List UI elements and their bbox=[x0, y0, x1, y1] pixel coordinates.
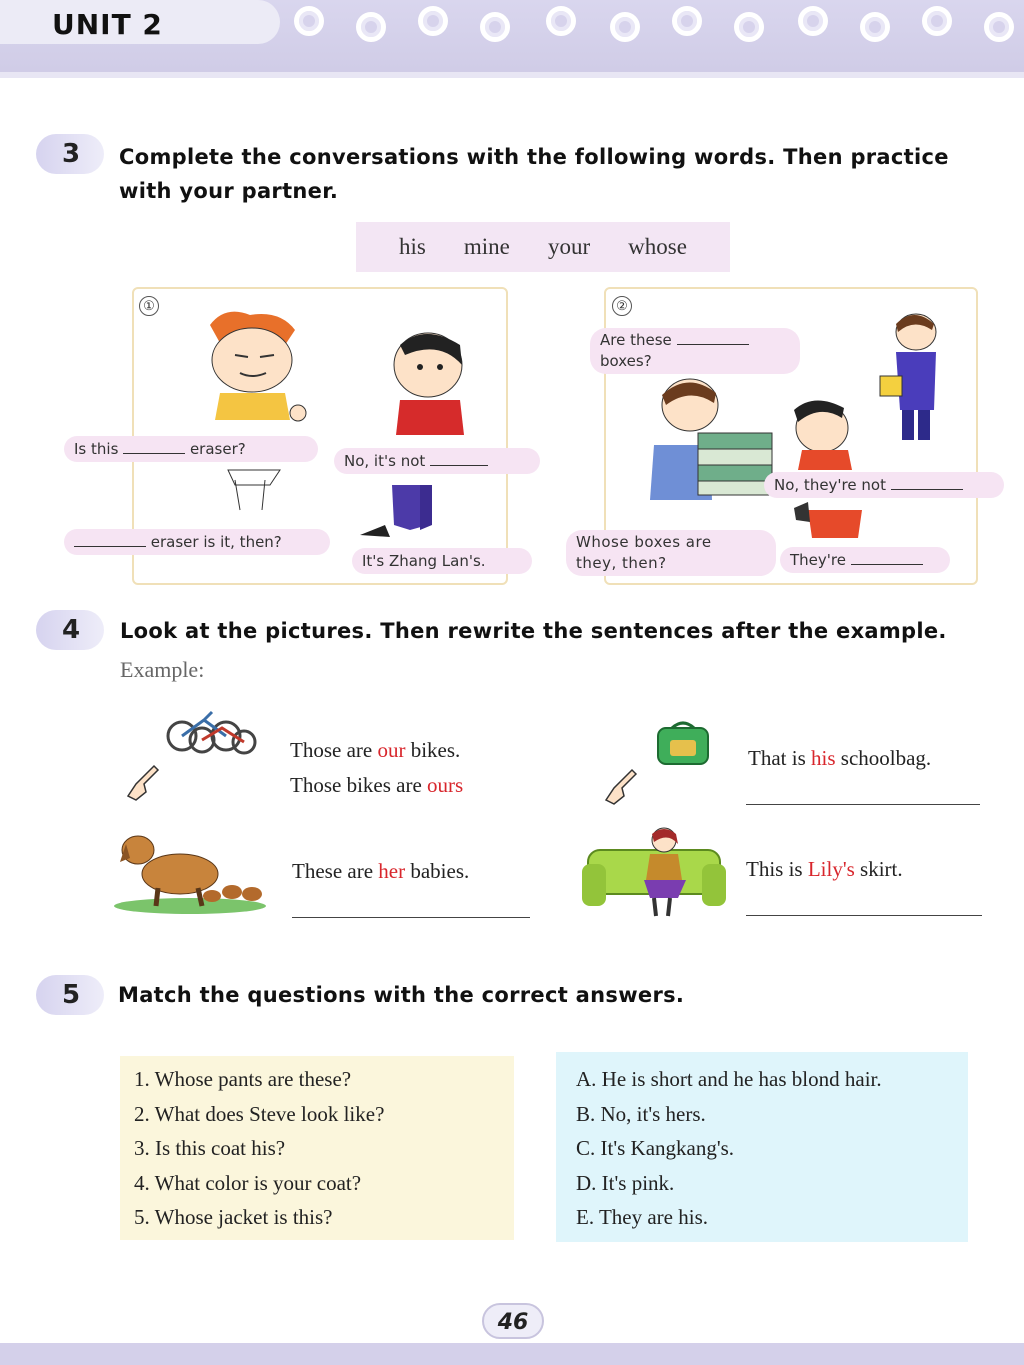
footer-band bbox=[0, 1343, 1024, 1365]
speech-text: they, then? bbox=[576, 554, 667, 572]
bikes-illustration bbox=[164, 706, 264, 754]
ring-decoration bbox=[672, 6, 702, 36]
speech-text: Are these bbox=[600, 331, 672, 349]
sentence-highlight: our bbox=[377, 738, 406, 762]
page-number: 46 bbox=[482, 1303, 544, 1339]
girl-illustration bbox=[190, 305, 320, 520]
example-sentence-1 bbox=[290, 738, 460, 763]
word-bank-item: his bbox=[399, 234, 426, 259]
sentence-highlight: his bbox=[811, 746, 836, 770]
answer-blank bbox=[851, 550, 923, 565]
answer-line bbox=[746, 915, 982, 916]
question-item: 4. What color is your coat? bbox=[134, 1170, 362, 1195]
answer-blank bbox=[123, 439, 185, 454]
answer-blank bbox=[74, 532, 146, 547]
speech-text: Is this bbox=[74, 440, 119, 458]
two-boys-illustration bbox=[784, 310, 944, 550]
sentence-text: babies. bbox=[405, 859, 470, 883]
ring-decoration bbox=[734, 12, 764, 42]
answer-blank bbox=[677, 330, 749, 345]
example-sentence-2 bbox=[290, 773, 463, 798]
pointing-hand-icon bbox=[124, 762, 164, 802]
answer-item: C. It's Kangkang's. bbox=[576, 1136, 735, 1160]
ring-decoration bbox=[610, 12, 640, 42]
section-4-instruction: Look at the pictures. Then rewrite the sentences after the example. bbox=[120, 619, 947, 643]
panel-2-number: ② bbox=[612, 296, 632, 316]
speech-text: eraser? bbox=[189, 440, 246, 458]
ring-decoration bbox=[546, 6, 576, 36]
speech-text: Whose boxes are bbox=[576, 533, 712, 551]
ring-decoration bbox=[356, 12, 386, 42]
word-bank-item: mine bbox=[463, 234, 510, 259]
schoolbag-illustration bbox=[654, 720, 712, 768]
ring-decoration bbox=[294, 6, 324, 36]
word-bank-item: whose bbox=[628, 234, 687, 259]
item-1-sentence bbox=[748, 746, 931, 771]
question-item: 1. Whose pants are these? bbox=[134, 1067, 352, 1091]
panel-2-question-2 bbox=[566, 530, 776, 576]
boy-with-boxes-illustration bbox=[640, 375, 780, 505]
answer-item: A. He is short and he has blond hair. bbox=[576, 1067, 882, 1091]
section-5-number: 5 bbox=[36, 975, 104, 1015]
questions-box bbox=[120, 1056, 514, 1240]
sentence-text: bikes. bbox=[405, 738, 461, 762]
panel-1-question-1 bbox=[64, 436, 318, 462]
sentence-highlight: Lily's bbox=[807, 857, 855, 881]
section-3-instruction-line2: with your partner. bbox=[119, 179, 339, 203]
panel-2-answer-2 bbox=[780, 547, 950, 573]
answer-line bbox=[746, 804, 980, 805]
sentence-text: This is bbox=[746, 857, 808, 881]
speech-text: boxes? bbox=[600, 352, 652, 370]
panel-2-question-1 bbox=[590, 328, 800, 374]
word-bank bbox=[356, 222, 730, 272]
speech-line bbox=[600, 330, 790, 351]
ring-decoration bbox=[984, 12, 1014, 42]
example-label: Example: bbox=[120, 657, 205, 682]
ring-decoration bbox=[798, 6, 828, 36]
panel-1-answer-2: It's Zhang Lan's. bbox=[352, 548, 532, 574]
girl-on-sofa-illustration bbox=[582, 824, 726, 918]
panel-1-number: ① bbox=[139, 296, 159, 316]
section-3-instruction-line1: Complete the conversations with the following words. Then practice bbox=[119, 145, 949, 169]
sentence-text: Those bikes are bbox=[290, 773, 428, 797]
pointing-hand-icon bbox=[602, 766, 642, 806]
item-2-sentence bbox=[292, 859, 469, 884]
panel-2-answer-1 bbox=[764, 472, 1004, 498]
sentence-text: skirt. bbox=[854, 857, 903, 881]
sentence-highlight: ours bbox=[427, 773, 464, 797]
answer-blank bbox=[430, 451, 488, 466]
speech-text: They're bbox=[790, 551, 846, 569]
panel-1-question-2 bbox=[64, 529, 330, 555]
ring-decoration bbox=[860, 12, 890, 42]
speech-text: No, it's not bbox=[344, 452, 426, 470]
answer-item: E. They are his. bbox=[576, 1205, 708, 1229]
section-4-number: 4 bbox=[36, 610, 104, 650]
unit-title: UNIT 2 bbox=[52, 8, 163, 41]
boy-illustration bbox=[380, 325, 480, 540]
item-3-sentence bbox=[746, 857, 903, 882]
sentence-highlight: her bbox=[378, 859, 406, 883]
question-item: 5. Whose jacket is this? bbox=[134, 1205, 333, 1229]
answer-blank bbox=[891, 475, 963, 490]
section-3-number: 3 bbox=[36, 134, 104, 174]
ring-decoration bbox=[418, 6, 448, 36]
question-item: 2. What does Steve look like? bbox=[134, 1101, 385, 1126]
section-5-instruction: Match the questions with the correct answers. bbox=[118, 983, 685, 1007]
ring-decoration bbox=[922, 6, 952, 36]
speech-text: eraser is it, then? bbox=[150, 533, 282, 551]
answer-item: B. No, it's hers. bbox=[576, 1101, 706, 1126]
speech-text: No, they're not bbox=[774, 476, 886, 494]
sentence-text: These are bbox=[292, 859, 379, 883]
sentence-text: schoolbag. bbox=[835, 746, 932, 770]
dog-and-puppies-illustration bbox=[120, 828, 274, 914]
sentence-text: Those are bbox=[290, 738, 378, 762]
panel-1-answer-1 bbox=[334, 448, 540, 474]
answer-item: D. It's pink. bbox=[576, 1170, 675, 1195]
answer-line bbox=[292, 917, 530, 918]
ring-decoration bbox=[480, 12, 510, 42]
question-item: 3. Is this coat his? bbox=[134, 1136, 286, 1160]
answers-box bbox=[556, 1052, 968, 1242]
sentence-text: That is bbox=[748, 746, 811, 770]
word-bank-item: your bbox=[547, 234, 591, 259]
